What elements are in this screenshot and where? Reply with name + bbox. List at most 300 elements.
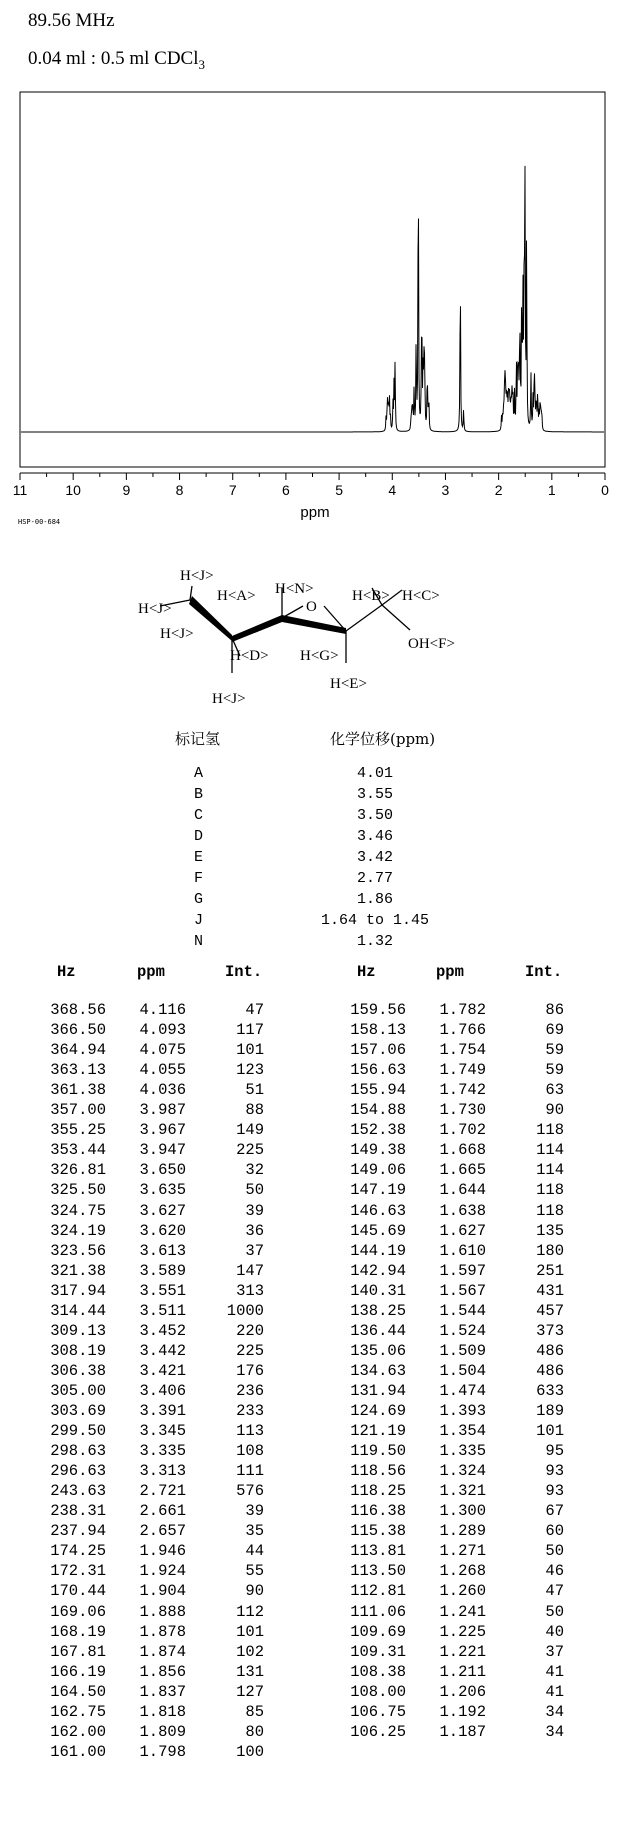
peak-row [0,1462,626,1483]
peak-ppm: 1.798 [139,1742,186,1761]
atom-label: H<J> [212,691,246,707]
peak-intensity: 114 [536,1161,564,1180]
wedge-bond [232,615,282,642]
peak-ppm: 1.644 [439,1181,486,1200]
atom-label: H<A> [217,588,256,604]
peak-hz: 323.56 [50,1241,106,1260]
peak-intensity: 225 [236,1341,264,1360]
peak-header-int: Int. [225,963,263,981]
x-axis-label: ppm [300,504,330,521]
peak-row [0,1242,626,1263]
atom-label: H<N> [275,581,314,597]
peak-intensity: 50 [545,1602,564,1621]
peak-row [0,1442,626,1463]
peak-hz: 152.38 [350,1121,406,1140]
peak-hz: 364.94 [50,1041,106,1060]
peak-row [0,1282,626,1303]
peak-hz: 155.94 [350,1081,406,1100]
peak-row [0,1723,626,1744]
peak-hz: 146.63 [350,1201,406,1220]
peak-row [0,1562,626,1583]
peak-hz: 134.63 [350,1361,406,1380]
solvent-subscript: 3 [198,57,205,72]
x-tick-label: 7 [228,482,237,498]
assignment-row [0,849,626,870]
peak-hz: 164.50 [50,1682,106,1701]
peak-row [0,1422,626,1443]
bond [346,605,382,631]
peak-intensity: 50 [245,1181,264,1200]
peak-hz: 121.19 [350,1422,406,1441]
peak-intensity: 486 [536,1341,564,1360]
x-tick-label: 6 [282,482,290,498]
x-tick-label: 3 [441,482,450,498]
peak-hz: 154.88 [350,1101,406,1120]
peak-intensity: 90 [245,1582,264,1601]
peak-intensity: 225 [236,1141,264,1160]
peak-hz: 174.25 [50,1542,106,1561]
peak-ppm: 3.967 [139,1121,186,1140]
peak-ppm: 1.544 [439,1301,486,1320]
peak-hz: 162.75 [50,1702,106,1721]
peak-row [0,1061,626,1082]
spectrometer-frequency: 89.56 MHz [28,10,115,31]
x-tick-label: 8 [175,482,184,498]
peak-ppm: 1.271 [439,1542,486,1561]
peak-intensity: 95 [545,1442,564,1461]
peak-hz: 238.31 [50,1502,106,1521]
peak-intensity: 88 [245,1101,264,1120]
peak-intensity: 101 [536,1422,564,1441]
plot-frame [20,92,605,467]
peak-ppm: 1.730 [439,1101,486,1120]
peak-intensity: 37 [245,1241,264,1260]
peak-intensity: 41 [545,1662,564,1681]
proton-label: F [194,870,204,887]
atom-label: H<B> [352,588,390,604]
chemical-shift: 1.32 [356,933,393,950]
peak-intensity: 85 [245,1702,264,1721]
peak-ppm: 1.924 [139,1562,186,1581]
peak-intensity: 180 [536,1241,564,1260]
peak-ppm: 1.874 [139,1642,186,1661]
peak-intensity: 149 [236,1121,264,1140]
peak-hz: 162.00 [50,1722,106,1741]
proton-label: D [194,828,204,845]
peak-ppm: 1.610 [439,1241,486,1260]
assignment-row [0,891,626,912]
peak-ppm: 3.313 [139,1462,186,1481]
spectrum-trace [21,166,604,432]
peak-ppm: 1.627 [439,1221,486,1240]
peak-intensity: 131 [236,1662,264,1681]
peak-row [0,1683,626,1704]
peak-intensity: 67 [545,1502,564,1521]
proton-label: A [194,765,204,782]
chemical-shift: 2.77 [356,870,393,887]
peak-ppm: 1.809 [139,1722,186,1741]
peak-ppm: 4.093 [139,1021,186,1040]
peak-hz: 149.38 [350,1141,406,1160]
peak-row [0,1021,626,1042]
peak-intensity: 51 [245,1081,264,1100]
peak-intensity: 46 [545,1562,564,1581]
atom-label: H<J> [138,601,172,617]
assignment-header-shift: 化学位移(ppm) [330,730,436,748]
assignment-row [0,912,626,933]
peak-intensity: 100 [236,1742,264,1761]
peak-hz: 124.69 [350,1402,406,1420]
peak-row [0,1302,626,1323]
peak-intensity: 123 [236,1061,264,1080]
peak-intensity: 1000 [226,1301,264,1320]
peak-ppm: 3.589 [139,1261,186,1280]
peak-ppm: 1.393 [439,1402,486,1420]
peak-ppm: 3.345 [139,1422,186,1441]
peak-intensity: 80 [245,1722,264,1741]
peak-hz: 324.19 [50,1221,106,1240]
peak-intensity: 457 [536,1301,564,1320]
peak-hz: 111.06 [350,1602,406,1621]
peak-ppm: 1.211 [439,1662,486,1681]
peak-row [0,1181,626,1202]
peak-intensity: 127 [236,1682,264,1701]
peak-hz: 147.19 [350,1181,406,1200]
peak-intensity: 220 [236,1321,264,1340]
peak-ppm: 3.987 [139,1101,186,1120]
peak-hz: 321.38 [50,1261,106,1280]
peak-hz: 167.81 [50,1642,106,1661]
peak-hz: 324.75 [50,1201,106,1220]
peak-hz: 149.06 [350,1161,406,1180]
peak-row [0,1743,626,1764]
peak-intensity: 69 [545,1021,564,1040]
assignment-row [0,807,626,828]
peak-ppm: 1.782 [439,1001,486,1019]
peak-intensity: 86 [545,1001,564,1019]
peak-ppm: 1.702 [439,1121,486,1140]
peak-intensity: 111 [236,1462,264,1481]
peak-ppm: 1.524 [439,1321,486,1340]
peak-ppm: 1.300 [439,1502,486,1521]
peak-intensity: 101 [236,1622,264,1641]
peak-intensity: 35 [245,1522,264,1541]
assignment-table [0,765,626,954]
peak-ppm: 1.241 [439,1602,486,1621]
peak-ppm: 3.511 [139,1301,186,1320]
peak-intensity: 41 [545,1682,564,1701]
peak-hz: 368.56 [50,1001,106,1019]
peak-row [0,1041,626,1062]
peak-ppm: 2.721 [139,1482,186,1501]
chemical-shift: 3.46 [356,828,393,845]
peak-intensity: 313 [236,1281,264,1300]
peak-intensity: 40 [545,1622,564,1641]
chemical-shift: 4.01 [356,765,393,782]
peak-intensity: 112 [236,1602,264,1621]
peak-ppm: 2.661 [139,1502,186,1521]
peak-ppm: 1.567 [439,1281,486,1300]
peak-hz: 109.31 [350,1642,406,1661]
peak-ppm: 1.878 [139,1622,186,1641]
peak-hz: 314.44 [50,1301,106,1320]
assignment-header-label: 标记氢 [175,730,221,748]
peak-intensity: 32 [245,1161,264,1180]
peak-intensity: 47 [245,1001,264,1019]
peak-row [0,1362,626,1383]
nmr-spectrum-chart [0,0,626,530]
x-tick-label: 11 [12,482,28,498]
assignment-row [0,933,626,954]
peak-hz: 305.00 [50,1381,106,1400]
peak-hz: 299.50 [50,1422,106,1441]
peak-hz: 116.38 [350,1502,406,1521]
peak-intensity: 114 [536,1141,564,1160]
peak-intensity: 39 [245,1201,264,1220]
peak-ppm: 1.766 [439,1021,486,1040]
peak-hz: 108.38 [350,1662,406,1681]
peak-intensity: 176 [236,1361,264,1380]
peak-intensity: 233 [236,1402,264,1420]
peak-hz: 308.19 [50,1341,106,1360]
peak-intensity: 431 [536,1281,564,1300]
peak-ppm: 1.597 [439,1261,486,1280]
x-tick-label: 0 [601,482,609,498]
peak-hz: 113.81 [350,1542,406,1561]
peak-ppm: 1.837 [139,1682,186,1701]
peak-hz: 138.25 [350,1301,406,1320]
peak-ppm: 4.075 [139,1041,186,1060]
peak-row [0,1703,626,1724]
peak-intensity: 236 [236,1381,264,1400]
peak-ppm: 1.260 [439,1582,486,1601]
x-tick-label: 4 [388,482,397,498]
peak-hz: 108.00 [350,1682,406,1701]
peak-intensity: 118 [536,1201,564,1220]
peak-ppm: 3.551 [139,1281,186,1300]
peak-header-ppm: ppm [137,963,165,981]
peak-ppm: 1.321 [439,1482,486,1501]
peak-row [0,1342,626,1363]
peak-hz: 118.56 [350,1462,406,1481]
proton-label: B [194,786,204,803]
peak-ppm: 3.391 [139,1402,186,1420]
x-tick-label: 2 [494,482,503,498]
peak-hz: 106.25 [350,1722,406,1741]
peak-ppm: 3.406 [139,1381,186,1400]
peak-hz: 298.63 [50,1442,106,1461]
assignment-row [0,870,626,891]
peak-hz: 303.69 [50,1402,106,1420]
peak-intensity: 93 [545,1462,564,1481]
peak-intensity: 251 [536,1261,564,1280]
peak-row [0,1482,626,1503]
peak-hz: 106.75 [350,1702,406,1721]
peak-ppm: 1.638 [439,1201,486,1220]
peak-hz: 361.38 [50,1081,106,1100]
peak-header-int: Int. [525,963,563,981]
assignment-row [0,828,626,849]
peak-hz: 112.81 [350,1582,406,1601]
atom-label: H<J> [160,626,194,642]
peak-header-ppm: ppm [436,963,464,981]
peak-hz: 166.19 [50,1662,106,1681]
peak-hz: 145.69 [350,1221,406,1240]
peak-ppm: 3.452 [139,1321,186,1340]
peak-hz: 172.31 [50,1562,106,1581]
peak-ppm: 3.613 [139,1241,186,1260]
peak-ppm: 1.754 [439,1041,486,1060]
peak-ppm: 1.268 [439,1562,486,1581]
peak-intensity: 37 [545,1642,564,1661]
peak-hz: 243.63 [50,1482,106,1501]
peak-row [0,1121,626,1142]
chemical-shift: 1.64 to 1.45 [320,912,430,929]
peak-ppm: 1.187 [439,1722,486,1741]
x-tick-label: 5 [335,482,343,498]
atom-label: H<E> [330,676,367,692]
peak-ppm: 3.947 [139,1141,186,1160]
peak-intensity: 101 [236,1041,264,1060]
peak-intensity: 102 [236,1642,264,1661]
peak-ppm: 1.665 [439,1161,486,1180]
peak-hz: 131.94 [350,1381,406,1400]
peak-ppm: 1.818 [139,1702,186,1721]
peak-row [0,1081,626,1102]
peak-ppm: 3.635 [139,1181,186,1200]
peak-hz: 306.38 [50,1361,106,1380]
assignment-row [0,765,626,786]
peak-hz: 119.50 [350,1442,406,1461]
peak-intensity: 36 [245,1221,264,1240]
peak-intensity: 576 [236,1482,264,1501]
peak-ppm: 1.221 [439,1642,486,1661]
peak-hz: 317.94 [50,1281,106,1300]
atom-label: OH<F> [408,636,455,652]
x-tick-label: 1 [547,482,556,498]
peak-ppm: 1.946 [139,1542,186,1561]
peak-hz: 136.44 [350,1321,406,1340]
chemical-shift: 1.86 [356,891,393,908]
peak-ppm: 1.888 [139,1602,186,1621]
peak-hz: 140.31 [350,1281,406,1300]
peak-hz: 326.81 [50,1161,106,1180]
peak-intensity: 55 [245,1562,264,1581]
proton-label: C [194,807,204,824]
peak-row [0,1101,626,1122]
peak-hz: 142.94 [350,1261,406,1280]
peak-ppm: 1.206 [439,1682,486,1701]
peak-intensity: 117 [236,1021,264,1040]
peak-hz: 353.44 [50,1141,106,1160]
peak-intensity: 90 [545,1101,564,1120]
atom-label: O [306,599,317,615]
peak-row [0,1161,626,1182]
peak-row [0,1663,626,1684]
peak-hz: 156.63 [350,1061,406,1080]
peak-hz: 115.38 [350,1522,406,1541]
peak-ppm: 1.856 [139,1662,186,1681]
peak-hz: 144.19 [350,1241,406,1260]
peak-intensity: 118 [536,1181,564,1200]
peak-hz: 168.19 [50,1622,106,1641]
x-tick-label: 10 [65,482,81,498]
peak-row [0,1623,626,1644]
peak-intensity: 189 [536,1402,564,1420]
peak-ppm: 1.509 [439,1341,486,1360]
peak-header-hz: Hz [57,963,76,981]
peak-ppm: 4.055 [139,1061,186,1080]
peak-intensity: 118 [536,1121,564,1140]
peak-ppm: 1.289 [439,1522,486,1541]
peak-hz: 158.13 [350,1021,406,1040]
wedge-bond [282,615,346,634]
peak-intensity: 486 [536,1361,564,1380]
peak-header-hz: Hz [357,963,376,981]
peak-row [0,1582,626,1603]
peak-intensity: 633 [536,1381,564,1400]
peak-ppm: 1.324 [439,1462,486,1481]
peak-intensity: 147 [236,1261,264,1280]
peak-row [0,1603,626,1624]
peak-ppm: 3.650 [139,1161,186,1180]
peak-intensity: 60 [545,1522,564,1541]
peak-intensity: 113 [236,1422,264,1441]
peak-hz: 237.94 [50,1522,106,1541]
peak-ppm: 3.335 [139,1442,186,1461]
peak-ppm: 1.668 [439,1141,486,1160]
peak-hz: 118.25 [350,1482,406,1501]
peak-intensity: 39 [245,1502,264,1521]
peak-ppm: 1.504 [439,1361,486,1380]
peak-intensity: 50 [545,1542,564,1561]
proton-label: J [194,912,204,929]
peak-hz: 157.06 [350,1041,406,1060]
proton-label: N [194,933,204,950]
x-tick-label: 9 [122,482,131,498]
assignment-row [0,786,626,807]
peak-hz: 169.06 [50,1602,106,1621]
peak-ppm: 3.442 [139,1341,186,1360]
peak-row [0,1262,626,1283]
bond [382,605,410,630]
peak-ppm: 1.474 [439,1381,486,1400]
peak-hz: 355.25 [50,1121,106,1140]
peak-ppm: 1.335 [439,1442,486,1461]
peak-intensity: 59 [545,1061,564,1080]
molecule-structure [120,538,480,728]
peak-ppm: 3.620 [139,1221,186,1240]
peak-ppm: 3.421 [139,1361,186,1380]
peak-ppm: 1.749 [439,1061,486,1080]
atom-label: H<J> [180,568,214,584]
peak-row [0,1222,626,1243]
peak-row [0,1382,626,1403]
peak-hz: 135.06 [350,1341,406,1360]
peak-hz: 363.13 [50,1061,106,1080]
chemical-shift: 3.50 [356,807,393,824]
peak-row [0,1001,626,1022]
peak-hz: 309.13 [50,1321,106,1340]
peak-ppm: 1.225 [439,1622,486,1641]
peak-intensity: 44 [245,1542,264,1561]
atom-label: H<D> [230,648,269,664]
peak-intensity: 93 [545,1482,564,1501]
chemical-shift: 3.55 [356,786,393,803]
spectrum-code: HSP-00-684 [18,518,61,526]
peak-intensity: 34 [545,1722,564,1741]
proton-label: G [194,891,204,908]
